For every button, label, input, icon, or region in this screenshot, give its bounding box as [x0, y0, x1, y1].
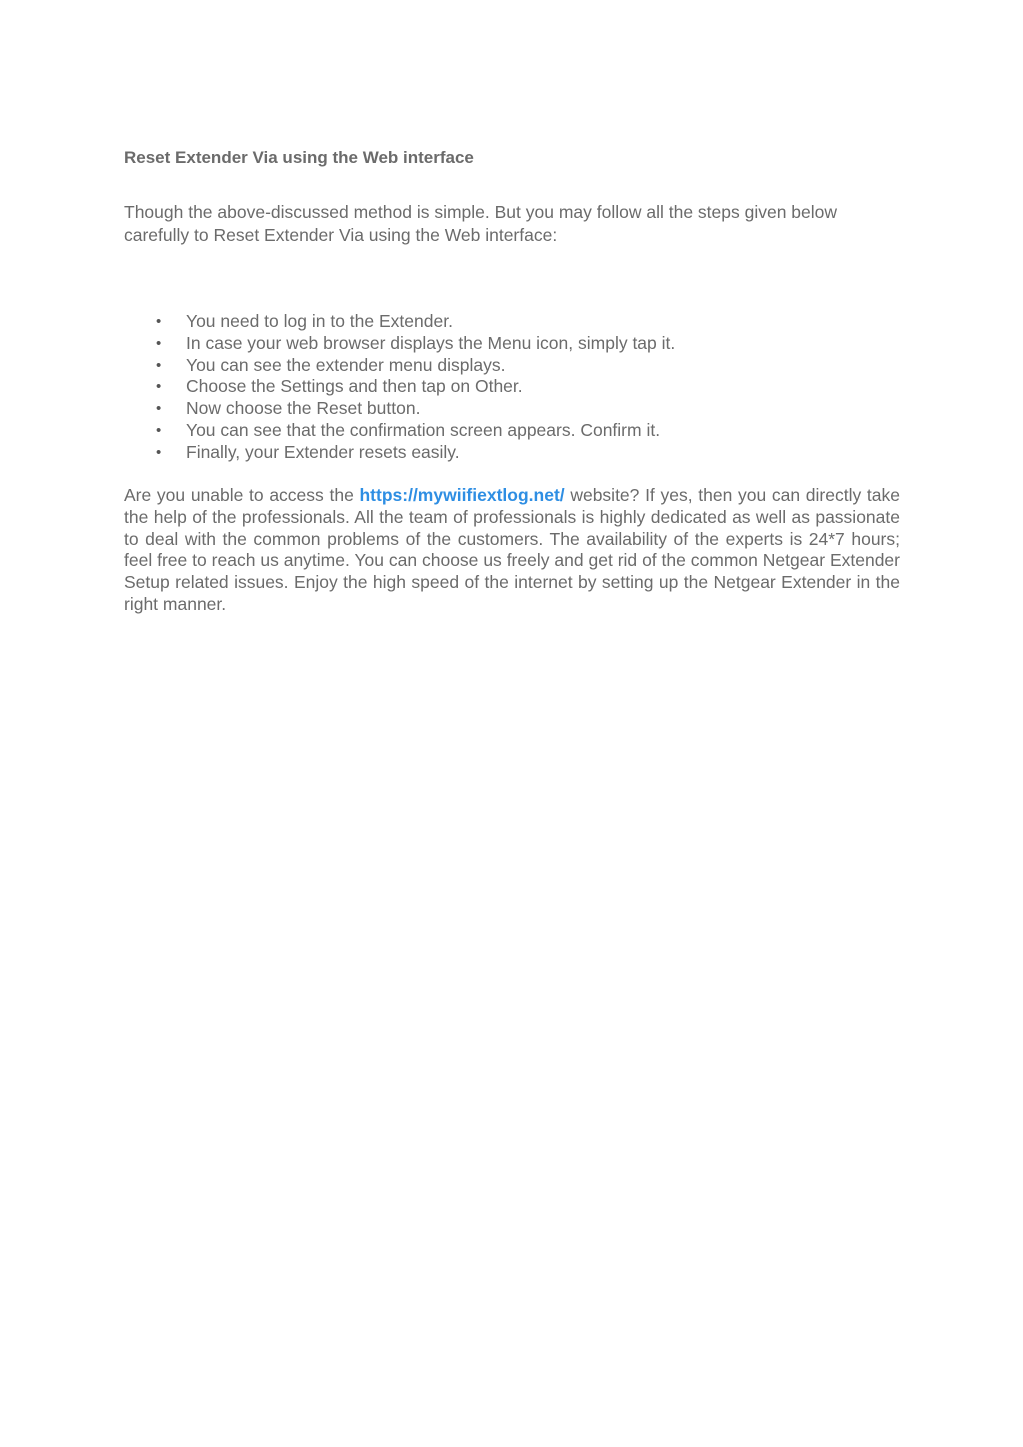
list-item: • You can see the extender menu displays.: [124, 355, 900, 377]
list-item: • Choose the Settings and then tap on Other.: [124, 376, 900, 398]
closing-text-after-link: website? If yes, then you can directly take the help of the professionals. All the team of professionals is highly dedicated as well as passionate to deal with the common problems of the customers. The availability of the experts is 24*7 hours; feel free to reach us anytime. You can choose us freely and get rid of the common Netgear Extender Setup related issues. Enjoy the high speed of the internet by setting up the Netgear Extender in the right manner.: [124, 485, 900, 614]
list-item: • You can see that the confirmation screen appears. Confirm it.: [124, 420, 900, 442]
closing-paragraph: [124, 485, 900, 616]
website-link[interactable]: https://mywiifiextlog.net/: [359, 485, 565, 505]
list-item: • Finally, your Extender resets easily.: [124, 442, 900, 464]
list-item: • You need to log in to the Extender.: [124, 311, 900, 333]
list-item: • Now choose the Reset button.: [124, 398, 900, 420]
closing-text-before-link: Are you unable to access the: [124, 485, 360, 505]
list-item: • In case your web browser displays the Menu icon, simply tap it.: [124, 333, 900, 355]
intro-paragraph: Though the above-discussed method is simple. But you may follow all the steps given below carefully to Reset Extender Via using the Web interface:: [124, 202, 838, 245]
page-title: Reset Extender Via using the Web interface: [124, 148, 474, 167]
steps-list: [124, 311, 900, 464]
